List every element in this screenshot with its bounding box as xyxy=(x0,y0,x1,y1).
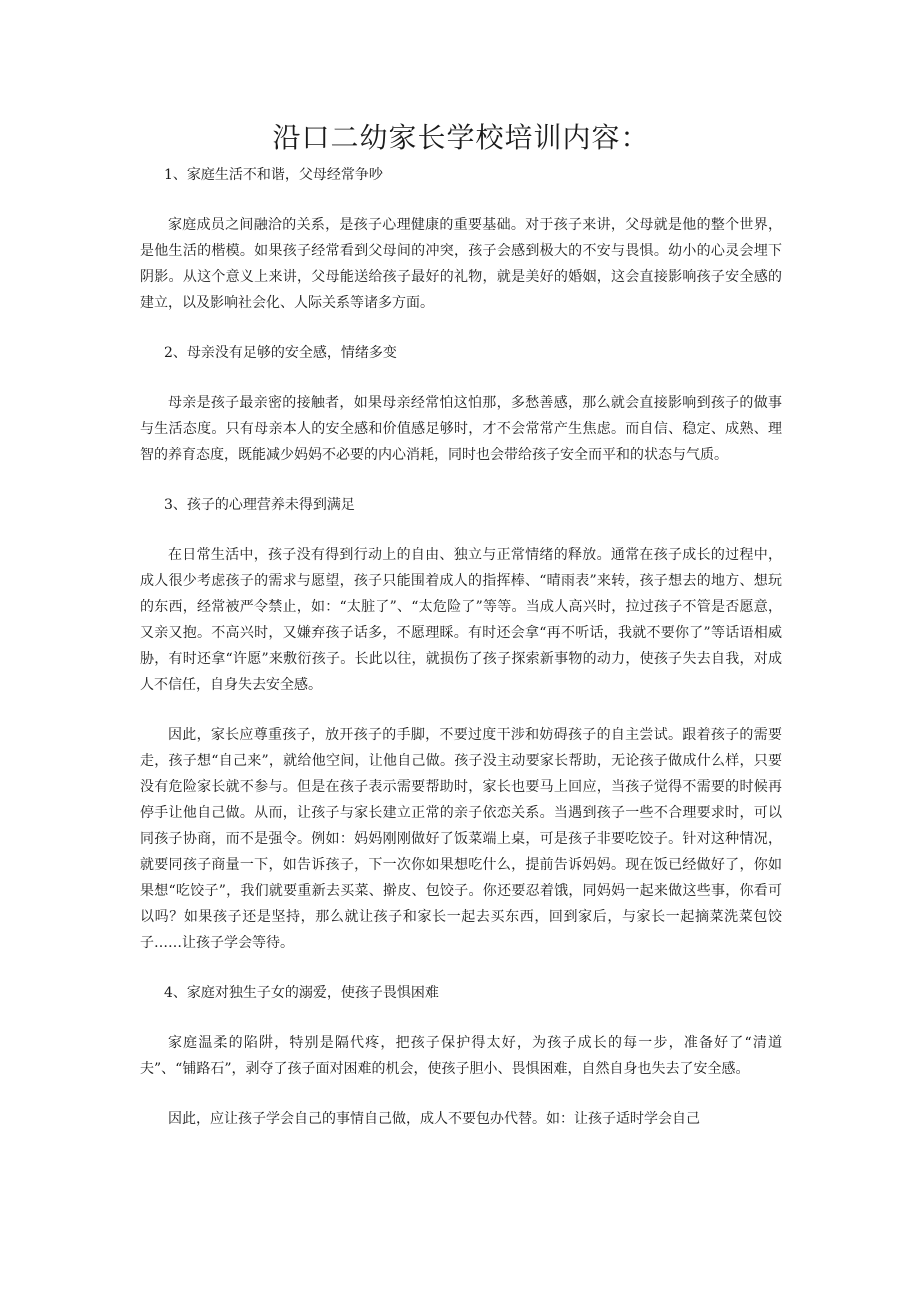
section-4-paragraph-1: 家庭温柔的陷阱，特别是隔代疼，把孩子保护得太好，为孩子成长的每一步，准备好了“清道夫”、“铺路石”，剥夺了孩子面对困难的机会，使孩子胆小、畏惧困难，自然自身也失去了安全感。 xyxy=(140,1035,782,1077)
page-title: 沿口二幼家长学校培训内容： xyxy=(272,121,650,154)
section-1-paragraph-1: 家庭成员之间融洽的关系，是孩子心理健康的重要基础。对于孩子来讲，父母就是他的整个世界，是他生活的楷模。如果孩子经常看到父母间的冲突，孩子会感到极大的不安与畏惧。幼小的心灵会埋下阴影。从这个意义上来讲，父母能送给孩子最好的礼物，就是美好的婚姻，这会直接影响孩子安全感的建立，以及影响社会化、人际关系等诸多方面。 xyxy=(140,217,782,311)
section-heading-2: 2、母亲没有足够的安全感，情绪多变 xyxy=(164,345,397,361)
section-2-paragraph-1: 母亲是孩子最亲密的接触者，如果母亲经常怕这怕那，多愁善感，那么就会直接影响到孩子的做事与生活态度。只有母亲本人的安全感和价值感足够时，才不会常常产生焦虑。而自信、稳定、成熟、理智的养育态度，既能减少妈妈不必要的内心消耗，同时也会带给孩子安全而平和的状态与气质。 xyxy=(140,395,782,463)
section-heading-3: 3、孩子的心理营养未得到满足 xyxy=(164,497,355,513)
section-4-paragraph-2: 因此，应让孩子学会自己的事情自己做，成人不要包办代替。如：让孩子适时学会自己 xyxy=(168,1111,700,1127)
section-3-paragraph-1: 在日常生活中，孩子没有得到行动上的自由、独立与正常情绪的释放。通常在孩子成长的过程中，成人很少考虑孩子的需求与愿望，孩子只能围着成人的指挥棒、“晴雨表”来转，孩子想去的地方、想玩的东西，经常被严令禁止，如：“太脏了”、“太危险了”等等。当成人高兴时，拉过孩子不管是否愿意，又亲又抱。不高兴时，又嫌弃孩子话多，不愿理睬。有时还会拿“再不听话，我就不要你了”等话语相威胁，有时还拿“许愿”来敷衍孩子。长此以往，就损伤了孩子探索新事物的动力，使孩子失去自我，对成人不信任，自身失去安全感。 xyxy=(140,547,782,693)
section-heading-1: 1、家庭生活不和谐，父母经常争吵 xyxy=(164,167,383,183)
document-page xyxy=(140,118,782,1132)
section-3-paragraph-2: 因此，家长应尊重孩子，放开孩子的手脚，不要过度干涉和妨碍孩子的自主尝试。跟着孩子的需要走，孩子想“自己来”，就给他空间，让他自己做。孩子没主动要家长帮助，无论孩子做成什么样，只要没有危险家长就不参与。但是在孩子表示需要帮助时，家长也要马上回应，当孩子觉得不需要的时候再停手让他自己做。从而，让孩子与家长建立正常的亲子依恋关系。当遇到孩子一些不合理要求时，可以同孩子协商，而不是强令。例如：妈妈刚刚做好了饭菜端上桌，可是孩子非要吃饺子。针对这种情况，就要同孩子商量一下，如告诉孩子，下一次你如果想吃什么，提前告诉妈妈。现在饭已经做好了，你如果想“吃饺子”，我们就要重新去买菜、擀皮、包饺子。你还要忍着饿，同妈妈一起来做这些事，你看可以吗？如果孩子还是坚持，那么就让孩子和家长一起去买东西，回到家后，与家长一起摘菜洗菜包饺子……让孩子学会等待。 xyxy=(140,727,782,951)
section-heading-4: 4、家庭对独生子女的溺爱，使孩子畏惧困难 xyxy=(164,985,439,1001)
